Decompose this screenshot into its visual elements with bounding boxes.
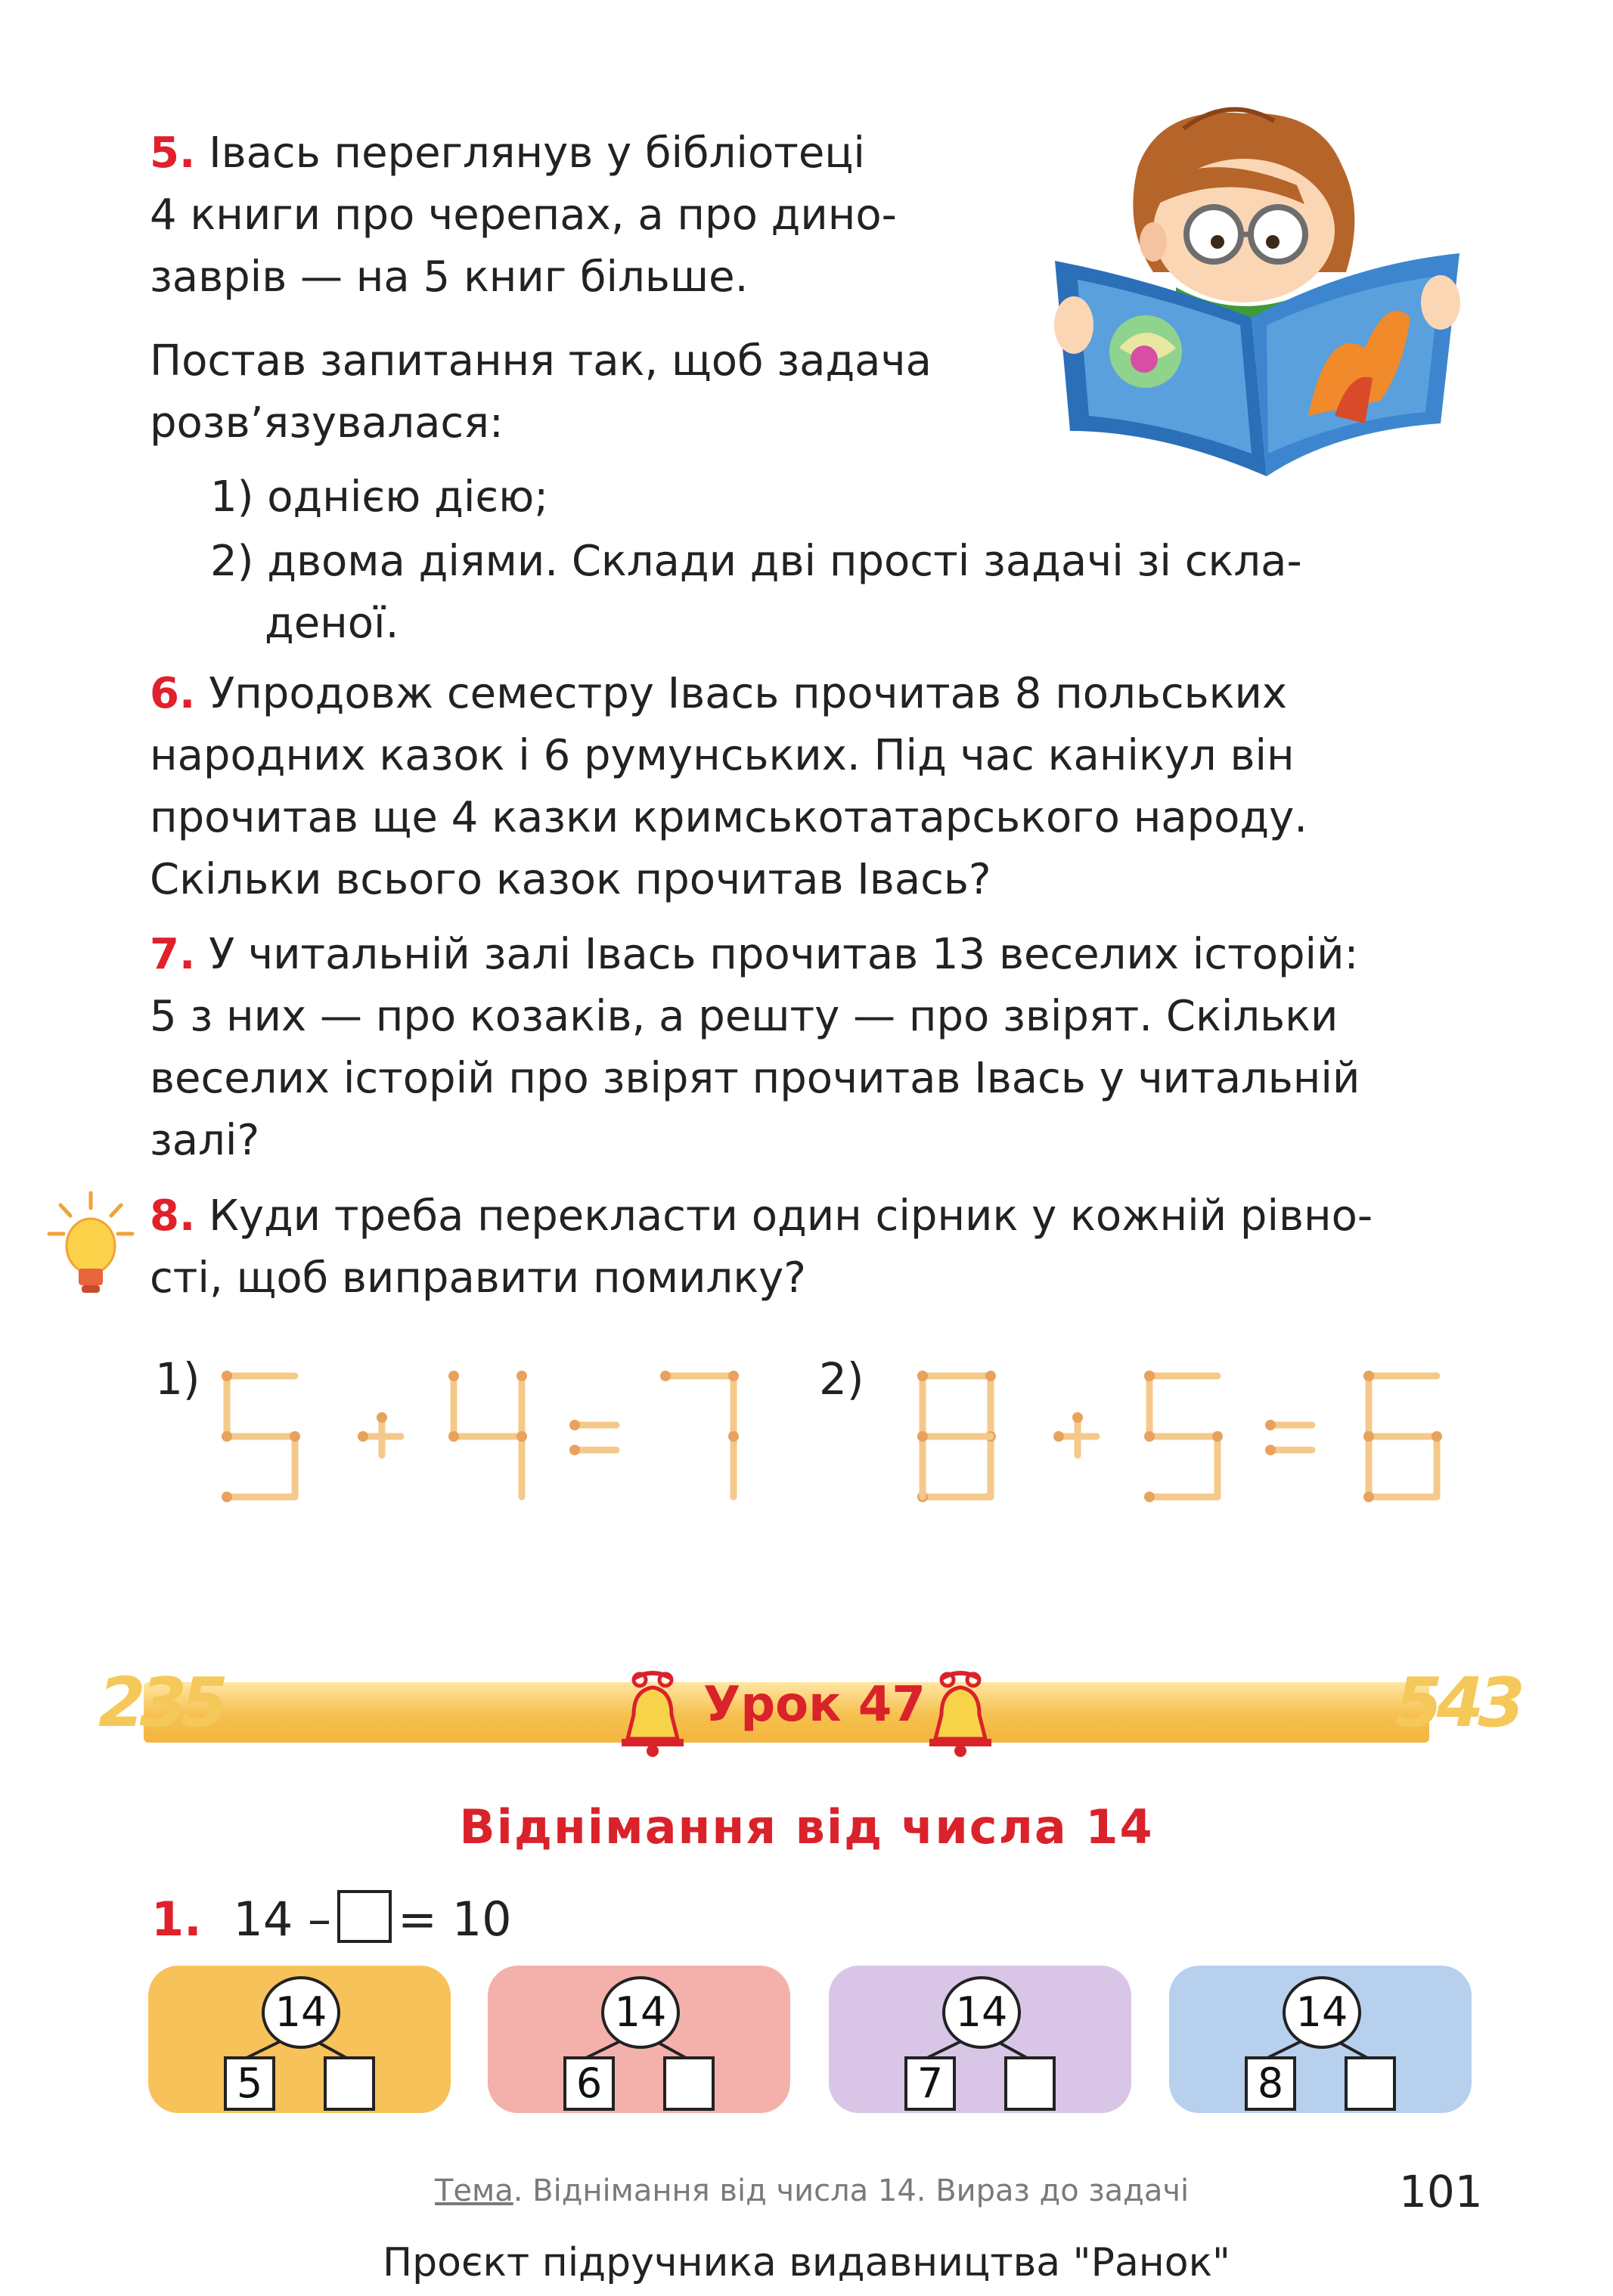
composition-card [488,1966,790,2113]
matchstick-head [1265,1420,1276,1430]
matchstick-head [448,1371,459,1381]
whole-number-circle: 14 [262,1976,340,2049]
lesson-exercise-1 [151,1890,512,1947]
known-part-box: 6 [563,2056,615,2111]
task-6-line-2: народних казок і 6 румунських. Під час канікул він [150,731,1295,780]
equation-1-label: 1) [155,1353,200,1405]
banner-decoration-digits-left: 235 [98,1663,222,1743]
task-5-line-3: заврів — на 5 книг більше. [150,253,749,302]
matchstick-head [516,1371,527,1381]
task-5-subitem-2: 2) двома діями. Склади дві прості задачі зі скла- деної. [210,537,1302,648]
matchstick-head [1212,1431,1223,1442]
matchstick-head [222,1371,232,1381]
task-5-text [150,122,1027,308]
task-7-text [150,924,1473,1172]
equation-2-label: 2) [819,1353,864,1405]
whole-number-circle: 14 [1283,1976,1361,2049]
matchstick-head [1363,1371,1374,1381]
known-part-box: 5 [224,2056,275,2111]
matchstick-head [1432,1431,1442,1442]
known-part-box: 8 [1245,2056,1296,2111]
matchstick-head [1363,1492,1374,1502]
project-note: Проєкт підручника видавництва "Ранок" [383,2240,1230,2285]
banner-decoration-digits-right: 543 [1395,1663,1519,1743]
task-5-line-1: 5. Івась переглянув у бібліотеці [150,129,865,178]
task-6-text [150,663,1473,911]
matchstick-head [1363,1431,1374,1442]
task-5-prompt-line-2: розв’язувалася: [150,398,504,448]
matchstick-head [1144,1431,1155,1442]
matchstick-head [222,1431,232,1442]
matchstick-head [660,1371,671,1381]
task-number: 5. [150,129,196,178]
matchstick-head [222,1492,232,1502]
exercise-left-expression: 14 – [233,1892,332,1947]
whole-number-circle: 14 [601,1976,680,2049]
matchstick-equation-1 [212,1361,786,1512]
matchstick-head [516,1431,527,1442]
matchstick-head [358,1431,368,1442]
matchstick-head [917,1431,928,1442]
matchstick-head [1053,1431,1064,1442]
matchstick-head [728,1431,739,1442]
matchstick-head [728,1371,739,1381]
task-7-line-3: веселих історій про звірят прочитав Івась у читальній [150,1054,1360,1103]
matchstick-equation-2 [877,1361,1475,1512]
matchstick-head [569,1420,580,1430]
task-5-prompt-line-1: Постав запитання так, щоб задача [150,336,932,386]
task-5-subitem-1: 1) однією дією; [210,473,549,522]
task-8-text [150,1185,1473,1309]
known-part-box: 7 [904,2056,956,2111]
matchstick-head [290,1431,300,1442]
matchstick-head [569,1445,580,1455]
task-7-line-1: 7. У читальній залі Івась прочитав 13 веселих історій: [150,930,1359,979]
task-6-line-1: 6. Упродовж семестру Івась прочитав 8 польських [150,669,1288,718]
lesson-topic-heading: Віднімання від числа 14 [459,1799,1154,1854]
task-6-line-3: прочитав ще 4 казки кримськотатарського народу. [150,793,1308,842]
page-number: 101 [1399,2166,1483,2217]
whole-number-circle: 14 [942,1976,1021,2049]
task-8-line-2: сті, щоб виправити помилку? [150,1253,806,1303]
exercise-right-expression: = 10 [398,1892,512,1947]
answer-box[interactable] [1345,2056,1396,2111]
task-number: 6. [150,669,196,718]
footer-topic-label: Тема [435,2174,513,2208]
task-5-prompt [150,330,1027,454]
task-5-line-2: 4 книги про черепах, а про дино- [150,191,897,240]
task-number: 8. [150,1191,196,1241]
matchstick-head [1144,1492,1155,1502]
bell-icon [611,1669,694,1760]
answer-box[interactable] [324,2056,375,2111]
matchstick-head [1265,1445,1276,1455]
task-7-line-4: залі? [150,1116,260,1165]
answer-box[interactable] [1004,2056,1056,2111]
matchstick-head [448,1431,459,1442]
answer-box[interactable] [337,1890,392,1943]
matchstick-head [1144,1371,1155,1381]
matchstick-head [917,1371,928,1381]
task-6-line-4: Скільки всього казок прочитав Івась? [150,855,991,904]
footer-topic [435,2174,1189,2208]
composition-card [148,1966,451,2113]
matchstick-head [1072,1412,1083,1423]
lightbulb-icon [45,1187,136,1308]
lesson-title: Урок 47 [703,1677,926,1733]
matchstick-head [985,1371,996,1381]
answer-box[interactable] [663,2056,715,2111]
matchstick-head [377,1412,387,1423]
footer-topic-text: . Віднімання від числа 14. Вираз до задачі [513,2174,1190,2208]
boy-reading-illustration [1047,98,1471,491]
bell-icon [919,1669,1002,1760]
task-7-line-2: 5 з них — про козаків, а решту — про звірят. Скільки [150,992,1338,1041]
composition-card [1169,1966,1472,2113]
task-8-line-1: 8. Куди треба перекласти один сірник у кожній рівно- [150,1191,1373,1241]
task-number: 7. [150,930,196,979]
exercise-number: 1. [151,1892,202,1947]
composition-card [829,1966,1131,2113]
